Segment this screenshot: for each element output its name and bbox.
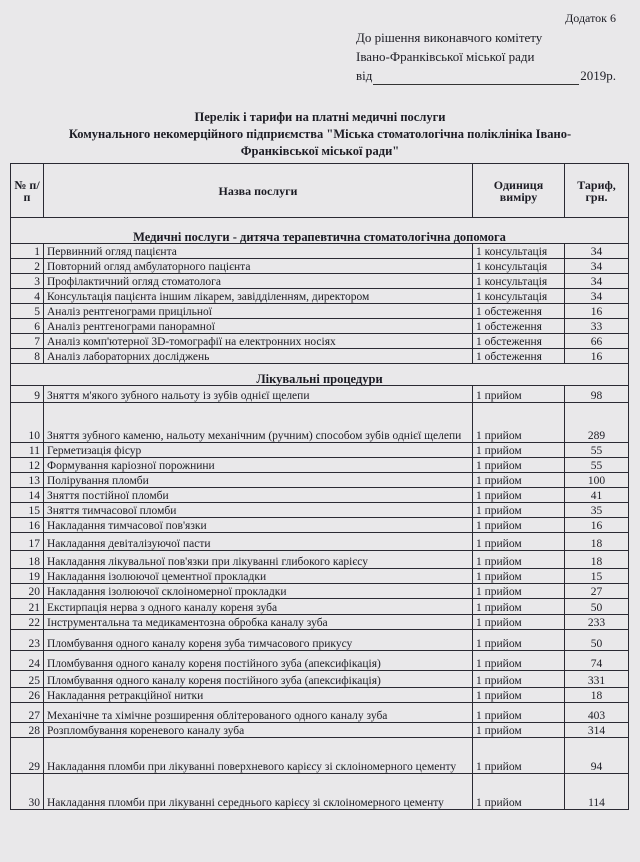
decision-date-line xyxy=(356,66,616,85)
tariff-value: 233 xyxy=(565,615,629,630)
service-name: Формування каріозної порожнини xyxy=(44,458,473,473)
table-row xyxy=(11,274,629,289)
unit-of-measure: 1 прийом xyxy=(473,630,565,651)
row-number: 13 xyxy=(11,473,44,488)
service-name: Аналіз рентгенограми прицільної xyxy=(44,304,473,319)
table-row xyxy=(11,599,629,615)
service-name: Зняття постійної пломби xyxy=(44,488,473,503)
service-name: Накладання ізолюючої склоіномерної прокладки xyxy=(44,584,473,599)
unit-of-measure: 1 прийом xyxy=(473,518,565,533)
unit-of-measure: 1 прийом xyxy=(473,738,565,774)
row-number: 30 xyxy=(11,774,44,810)
row-number: 21 xyxy=(11,599,44,615)
service-name: Екстирпація нерва з одного каналу кореня зуба xyxy=(44,599,473,615)
tariff-value: 331 xyxy=(565,671,629,688)
table-row xyxy=(11,386,629,403)
table-row xyxy=(11,473,629,488)
unit-of-measure: 1 прийом xyxy=(473,703,565,723)
row-number: 25 xyxy=(11,671,44,688)
unit-of-measure: 1 прийом xyxy=(473,671,565,688)
service-name: Накладання лікувальної пов'язки при лікуванні глибокого карієсу xyxy=(44,551,473,569)
unit-of-measure: 1 прийом xyxy=(473,615,565,630)
tariff-value: 34 xyxy=(565,289,629,304)
service-name: Пломбування одного каналу кореня постійного зуба (апексифікація) xyxy=(44,651,473,671)
service-name: Аналіз рентгенограми панорамної xyxy=(44,319,473,334)
row-number: 26 xyxy=(11,688,44,703)
tariff-value: 94 xyxy=(565,738,629,774)
col-header-price: Тариф, грн. xyxy=(565,164,629,218)
unit-of-measure: 1 прийом xyxy=(473,688,565,703)
table-row xyxy=(11,703,629,723)
table-row xyxy=(11,488,629,503)
tariff-value: 114 xyxy=(565,774,629,810)
table-row xyxy=(11,551,629,569)
tariff-value: 50 xyxy=(565,599,629,615)
table-row xyxy=(11,349,629,364)
tariff-value: 55 xyxy=(565,458,629,473)
unit-of-measure: 1 прийом xyxy=(473,774,565,810)
unit-of-measure: 1 прийом xyxy=(473,599,565,615)
tariff-value: 16 xyxy=(565,349,629,364)
unit-of-measure: 1 обстеження xyxy=(473,304,565,319)
service-name: Накладання ізолюючої цементної прокладки xyxy=(44,569,473,584)
tariff-value: 34 xyxy=(565,244,629,259)
unit-of-measure: 1 прийом xyxy=(473,569,565,584)
service-name: Накладання тимчасової пов'язки xyxy=(44,518,473,533)
row-number: 5 xyxy=(11,304,44,319)
unit-of-measure: 1 прийом xyxy=(473,403,565,443)
approval-header xyxy=(356,8,616,85)
service-name: Герметизація фісур xyxy=(44,443,473,458)
unit-of-measure: 1 прийом xyxy=(473,443,565,458)
tariff-value: 74 xyxy=(565,651,629,671)
row-number: 22 xyxy=(11,615,44,630)
row-number: 29 xyxy=(11,738,44,774)
service-name: Накладання девіталізуючої пасти xyxy=(44,533,473,551)
table-row xyxy=(11,304,629,319)
table-row xyxy=(11,688,629,703)
service-name: Аналіз комп'ютерної 3D-томографії на електронних носіях xyxy=(44,334,473,349)
row-number: 24 xyxy=(11,651,44,671)
unit-of-measure: 1 прийом xyxy=(473,723,565,738)
tariff-value: 41 xyxy=(565,488,629,503)
service-name: Зняття м'якого зубного нальоту із зубів однієї щелепи xyxy=(44,386,473,403)
decision-line-1: До рішення виконавчого комітету xyxy=(356,30,543,45)
table-row xyxy=(11,259,629,274)
service-name: Аналіз лабораторних досліджень xyxy=(44,349,473,364)
tariff-value: 55 xyxy=(565,443,629,458)
table-row xyxy=(11,244,629,259)
row-number: 6 xyxy=(11,319,44,334)
service-name: Полірування пломби xyxy=(44,473,473,488)
tariff-value: 18 xyxy=(565,688,629,703)
row-number: 8 xyxy=(11,349,44,364)
service-name: Первинний огляд пацієнта xyxy=(44,244,473,259)
table-row xyxy=(11,319,629,334)
service-name: Накладання пломби при лікуванні поверхневого карієсу зі склоіномерного цементу xyxy=(44,738,473,774)
table-row xyxy=(11,289,629,304)
table-row xyxy=(11,403,629,443)
unit-of-measure: 1 обстеження xyxy=(473,334,565,349)
document-title xyxy=(0,109,640,160)
tariff-value: 403 xyxy=(565,703,629,723)
table-row xyxy=(11,723,629,738)
title-line-1: Перелік і тарифи на платні медичні послуги xyxy=(194,110,446,124)
tariff-value: 100 xyxy=(565,473,629,488)
table-row xyxy=(11,630,629,651)
tariff-value: 33 xyxy=(565,319,629,334)
service-name: Зняття зубного каменю, нальоту механічним (ручним) способом зубів однієї щелепи xyxy=(44,403,473,443)
table-row xyxy=(11,334,629,349)
unit-of-measure: 1 прийом xyxy=(473,533,565,551)
unit-of-measure: 1 прийом xyxy=(473,488,565,503)
service-name: Зняття тимчасової пломби xyxy=(44,503,473,518)
title-line-2: Комунального некомерційного підприємства "Міська стоматологічна поліклініка Івано- xyxy=(68,127,572,141)
row-number: 12 xyxy=(11,458,44,473)
row-number: 19 xyxy=(11,569,44,584)
tariff-value: 18 xyxy=(565,533,629,551)
table-row xyxy=(11,518,629,533)
unit-of-measure: 1 консультація xyxy=(473,274,565,289)
service-name: Розпломбування кореневого каналу зуба xyxy=(44,723,473,738)
tariff-value: 66 xyxy=(565,334,629,349)
col-header-unit: Одиниця виміру xyxy=(473,164,565,218)
service-name: Інструментальна та медикаментозна обробка каналу зуба xyxy=(44,615,473,630)
unit-of-measure: 1 прийом xyxy=(473,551,565,569)
decision-line-2: Івано-Франківської міської ради xyxy=(356,49,535,64)
tariff-value: 34 xyxy=(565,259,629,274)
service-name: Консультація пацієнта іншим лікарем, завідділенням, директором xyxy=(44,289,473,304)
service-name: Профілактичний огляд стоматолога xyxy=(44,274,473,289)
unit-of-measure: 1 прийом xyxy=(473,503,565,518)
table-row xyxy=(11,569,629,584)
date-blank-line xyxy=(373,70,579,85)
unit-of-measure: 1 прийом xyxy=(473,473,565,488)
table-row xyxy=(11,533,629,551)
unit-of-measure: 1 консультація xyxy=(473,244,565,259)
tariff-value: 34 xyxy=(565,274,629,289)
annex-label: Додаток 6 xyxy=(565,11,616,25)
unit-of-measure: 1 обстеження xyxy=(473,319,565,334)
section-heading-medical-services xyxy=(11,218,629,244)
unit-of-measure: 1 консультація xyxy=(473,289,565,304)
row-number: 23 xyxy=(11,630,44,651)
service-name: Механічне та хімічне розширення облітерованого одного каналу зуба xyxy=(44,703,473,723)
row-number: 27 xyxy=(11,703,44,723)
table-row xyxy=(11,584,629,599)
tariff-value: 35 xyxy=(565,503,629,518)
unit-of-measure: 1 прийом xyxy=(473,458,565,473)
row-number: 16 xyxy=(11,518,44,533)
table-body xyxy=(11,218,629,810)
service-name: Накладання ретракційної нитки xyxy=(44,688,473,703)
row-number: 3 xyxy=(11,274,44,289)
tariff-value: 18 xyxy=(565,551,629,569)
tariff-value: 16 xyxy=(565,304,629,319)
row-number: 9 xyxy=(11,386,44,403)
table-row xyxy=(11,651,629,671)
service-name: Пломбування одного каналу кореня постійного зуба (апексифікація) xyxy=(44,671,473,688)
unit-of-measure: 1 прийом xyxy=(473,584,565,599)
table-row xyxy=(11,443,629,458)
unit-of-measure: 1 обстеження xyxy=(473,349,565,364)
row-number: 1 xyxy=(11,244,44,259)
row-number: 14 xyxy=(11,488,44,503)
service-name: Накладання пломби при лікуванні середнього карієсу зі склоіномерного цементу xyxy=(44,774,473,810)
table-row xyxy=(11,503,629,518)
row-number: 20 xyxy=(11,584,44,599)
row-number: 11 xyxy=(11,443,44,458)
date-suffix: 2019р. xyxy=(580,68,616,83)
unit-of-measure: 1 прийом xyxy=(473,651,565,671)
col-header-number: № п/п xyxy=(11,164,44,218)
row-number: 17 xyxy=(11,533,44,551)
row-number: 4 xyxy=(11,289,44,304)
col-header-service: Назва послуги xyxy=(44,164,473,218)
service-name: Пломбування одного каналу кореня зуба тимчасового прикусу xyxy=(44,630,473,651)
row-number: 7 xyxy=(11,334,44,349)
tariff-value: 15 xyxy=(565,569,629,584)
title-line-3: Франківської міської ради" xyxy=(240,144,400,158)
table-row xyxy=(11,458,629,473)
tariff-value: 27 xyxy=(565,584,629,599)
tariff-table xyxy=(10,163,629,810)
section-heading-medical-services-label: Медичні послуги - дитяча терапевтична стоматологічна допомога xyxy=(11,218,629,244)
row-number: 18 xyxy=(11,551,44,569)
table-row xyxy=(11,671,629,688)
table-row xyxy=(11,738,629,774)
unit-of-measure: 1 консультація xyxy=(473,259,565,274)
tariff-value: 98 xyxy=(565,386,629,403)
table-header-row xyxy=(11,164,629,218)
tariff-value: 50 xyxy=(565,630,629,651)
unit-of-measure: 1 прийом xyxy=(473,386,565,403)
section-heading-treatment xyxy=(11,364,629,386)
table-row xyxy=(11,774,629,810)
table-row xyxy=(11,615,629,630)
tariff-value: 16 xyxy=(565,518,629,533)
row-number: 15 xyxy=(11,503,44,518)
row-number: 28 xyxy=(11,723,44,738)
service-name: Повторний огляд амбулаторного пацієнта xyxy=(44,259,473,274)
tariff-value: 314 xyxy=(565,723,629,738)
row-number: 10 xyxy=(11,403,44,443)
section-heading-treatment-label: Лікувальні процедури xyxy=(11,364,629,386)
tariff-value: 289 xyxy=(565,403,629,443)
row-number: 2 xyxy=(11,259,44,274)
date-prefix: від xyxy=(356,68,373,83)
